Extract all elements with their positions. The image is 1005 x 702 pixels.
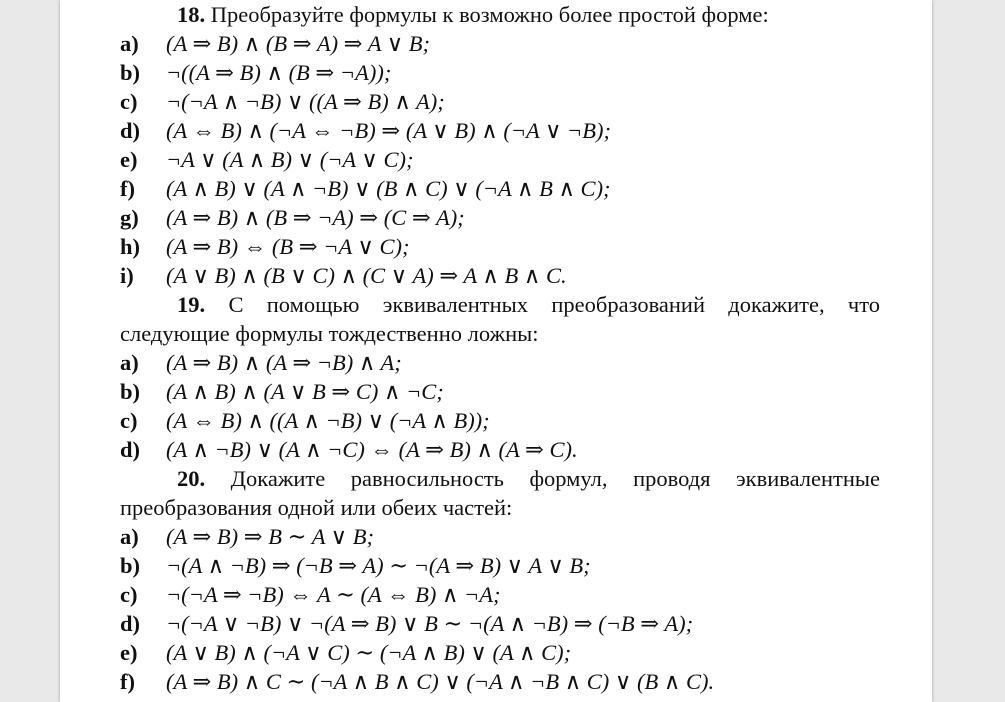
problem-18-item-b: b) ¬((A ⇒ B) ∧ (B ⇒ ¬A));: [120, 60, 392, 85]
problem-18-item-e: e) ¬A ∨ (A ∧ B) ∨ (¬A ∨ C);: [120, 147, 414, 172]
formula: (A ∨ B) ∧ (B ∨ C) ∧ (C ∨ A) ⇒ A ∧ B ∧ C.: [166, 263, 567, 288]
problem-19-number: 19.: [177, 292, 206, 317]
formula: (A ⇒ B) ∧ (B ⇒ ¬A) ⇒ (C ⇒ A);: [166, 205, 465, 230]
formula: (A ⇒ B) ∧ (B ⇒ A) ⇒ A ∨ B;: [166, 31, 431, 56]
problem-20-item-e: e) (A ∨ B) ∧ (¬A ∨ C) ∼ (¬A ∧ B) ∨ (A ∧ C);: [120, 640, 572, 665]
formula: (A ⇔ B) ∧ ((A ∧ ¬B) ∨ (¬A ∧ B));: [166, 408, 490, 433]
formula: (A ∧ ¬B) ∨ (A ∧ ¬C) ⇔ (A ⇒ B) ∧ (A ⇒ C).: [166, 437, 578, 462]
problem-20-text-line1: Докажите равносильность формул, проводя эквивалентные: [230, 466, 880, 491]
problem-19-item-b: b) (A ∧ B) ∧ (A ∨ B ⇒ C) ∧ ¬C;: [120, 379, 444, 404]
problem-20-item-a: a) (A ⇒ B) ⇒ B ∼ A ∨ B;: [120, 524, 375, 549]
problem-20-text-line2: преобразования одной или обеих частей:: [120, 495, 513, 520]
formula: (A ⇒ B) ⇔ (B ⇒ ¬A ∨ C);: [166, 234, 410, 259]
problem-19-item-d: d) (A ∧ ¬B) ∨ (A ∧ ¬C) ⇔ (A ⇒ B) ∧ (A ⇒ C).: [120, 437, 578, 462]
formula: (A ∨ B) ∧ (¬A ∨ C) ∼ (¬A ∧ B) ∨ (A ∧ C);: [166, 640, 572, 665]
formula: (A ∧ B) ∨ (A ∧ ¬B) ∨ (B ∧ C) ∨ (¬A ∧ B ∧ C);: [166, 176, 611, 201]
problem-18-item-g: g) (A ⇒ B) ∧ (B ⇒ ¬A) ⇒ (C ⇒ A);: [120, 205, 465, 230]
problem-18-item-a: a) (A ⇒ B) ∧ (B ⇒ A) ⇒ A ∨ B;: [120, 31, 431, 56]
problem-18-number: 18.: [177, 2, 206, 27]
problem-18-item-d: d) (A ⇔ B) ∧ (¬A ⇔ ¬B) ⇒ (A ∨ B) ∧ (¬A ∨ ¬B);: [120, 118, 611, 143]
formula: (A ∧ B) ∧ (A ∨ B ⇒ C) ∧ ¬C;: [166, 379, 444, 404]
formula: (A ⇒ B) ∧ (A ⇒ ¬B) ∧ A;: [166, 350, 402, 375]
formula: ¬A ∨ (A ∧ B) ∨ (¬A ∨ C);: [166, 147, 414, 172]
problem-20-item-f: f) (A ⇒ B) ∧ C ∼ (¬A ∧ B ∧ C) ∨ (¬A ∧ ¬B ∧ C) ∨ (B ∧ C).: [120, 669, 715, 694]
problem-18-item-c: c) ¬(¬A ∧ ¬B) ∨ ((A ⇒ B) ∧ A);: [120, 89, 445, 114]
problem-19-heading: [120, 291, 880, 319]
problem-18-text: Преобразуйте формулы к возможно более простой форме:: [210, 2, 769, 27]
formula: (A ⇒ B) ⇒ B ∼ A ∨ B;: [166, 524, 375, 549]
problem-18-item-i: i) (A ∨ B) ∧ (B ∨ C) ∧ (C ∨ A) ⇒ A ∧ B ∧ C.: [120, 263, 567, 288]
formula: (A ⇔ B) ∧ (¬A ⇔ ¬B) ⇒ (A ∨ B) ∧ (¬A ∨ ¬B);: [166, 118, 611, 143]
problem-18-heading: [177, 1, 769, 29]
problem-19-item-c: c) (A ⇔ B) ∧ ((A ∧ ¬B) ∨ (¬A ∧ B));: [120, 408, 490, 433]
problem-18-item-h: h) (A ⇒ B) ⇔ (B ⇒ ¬A ∨ C);: [120, 234, 410, 259]
problem-18-item-f: f) (A ∧ B) ∨ (A ∧ ¬B) ∨ (B ∧ C) ∨ (¬A ∧ B ∧ C);: [120, 176, 611, 201]
problem-19-item-a: a) (A ⇒ B) ∧ (A ⇒ ¬B) ∧ A;: [120, 350, 402, 375]
formula: ¬(¬A ⇒ ¬B) ⇔ A ∼ (A ⇔ B) ∧ ¬A;: [166, 582, 501, 607]
problem-20-item-d: d) ¬(¬A ∨ ¬B) ∨ ¬(A ⇒ B) ∨ B ∼ ¬(A ∧ ¬B) ⇒ (¬B ⇒ A);: [120, 611, 694, 636]
problem-19-text-line2: следующие формулы тождественно ложны:: [120, 321, 539, 346]
problem-20-item-c: c) ¬(¬A ⇒ ¬B) ⇔ A ∼ (A ⇔ B) ∧ ¬A;: [120, 582, 501, 607]
formula: ¬(¬A ∧ ¬B) ∨ ((A ⇒ B) ∧ A);: [166, 89, 445, 114]
document-page: [60, 0, 932, 702]
formula: ¬((A ⇒ B) ∧ (B ⇒ ¬A));: [166, 60, 392, 85]
formula: ¬(¬A ∨ ¬B) ∨ ¬(A ⇒ B) ∨ B ∼ ¬(A ∧ ¬B) ⇒ (¬B ⇒ A);: [166, 611, 694, 636]
problem-20-number: 20.: [177, 466, 206, 491]
formula: ¬(A ∧ ¬B) ⇒ (¬B ⇒ A) ∼ ¬(A ⇒ B) ∨ A ∨ B;: [166, 553, 591, 578]
problem-19-text-line1: С помощью эквивалентных преобразований докажите, что: [228, 292, 881, 317]
problem-20-item-b: b) ¬(A ∧ ¬B) ⇒ (¬B ⇒ A) ∼ ¬(A ⇒ B) ∨ A ∨ B;: [120, 553, 591, 578]
problem-20-heading: [120, 465, 880, 493]
formula: (A ⇒ B) ∧ C ∼ (¬A ∧ B ∧ C) ∨ (¬A ∧ ¬B ∧ C) ∨ (B ∧ C).: [166, 669, 715, 694]
